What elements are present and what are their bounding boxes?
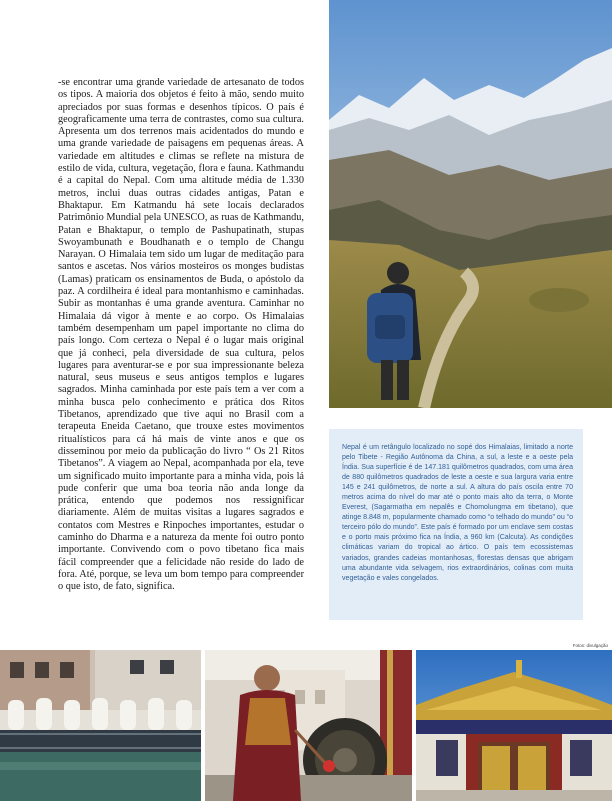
stupas-photo <box>0 650 201 801</box>
article-body-text: -se encontrar uma grande variedade de artesanato de todos os tipos. A maioria dos objetos é feito à mão, sendo muito apreciados por suas formas e desenhos típicos. O país é geograficamente uma terra de contrastes, como sua cultura. Apresenta um dos terrenos mais acidentados do mundo e uma grande variedade de paisagens em pequenas áreas. A variedade em altitudes e climas se reflete na mistura de estilo de vida, cultura, vegetação, flora e fauna. Kathmandu é a capital do Nepal. Com uma altitude média de 1.330 metros, inclui duas outras cidades antigas, Patan e Bhaktapur. Em Katmandu há sete locais declarados Patrimônio Mundial pela UNESCO, as ruas de Kathmandu, Patan e Bhaktapur, o templo de Pashupatinath, stupas Swoyambunath e Boudhanath e o templo de Changu Narayan. O Himalaia tem sido um lugar de meditação para santos e ascetas. Nos vários mosteiros os monges budistas (Lamas) praticam os ensinamentos de Buda, o apóstolo da paz. A cordilheira é ideal para montanhismo e caminhadas. Subir as montanhas é uma grande aventura. Caminhar no Himalaia dá vigor à mente e ao corpo. Os Himalaias também desempenham um papel importante no clima do país longo. Com certeza o Nepal é o lugar mais original que já conheci, pela diversidade de sua cultura, pelos lugares para aventurar-se e por sua impressionante beleza natural, seus museus e seus antigos templos e lugares sagrados. Minha caminhada por este país tem a ver com a minha busca pelo conhecimento e prática dos Ritos Tibetanos, aprendizado que tive aqui no Brasil com a terapeuta Eneida Caetano, que trouxe estes movimentos ritualísticos para cá há mais de vinte anos e que os disseminou por meio da publicação do livro “ Os 21 Ritos Tibetanos”. A viagem ao Nepal, acompanhada por ela, teve um significado muito importante para a minha vida, pois lá pude conferir que uma boa teoria não anda longe da prática, entendo que podemos nos ressignificar diariamente. Além de muitas visitas a lugares sagrados e contatos com Mestres e Rinpoches importantes, estudar o caminho do Dharma e a natureza da mente foi outro ponto importante. Convivendo com o povo tibetano fica mais fácil compreender que a felicidade não reside do lado de fora. Até, porque, se leva um bom tempo para compreender o que isto, de fato, significa. <box>58 77 304 593</box>
temple-photo <box>416 650 612 801</box>
monk-gong-photo <box>205 650 412 801</box>
temple-illustration <box>416 650 612 801</box>
nepal-facts-text: Nepal é um retângulo localizado no sopé dos Himalaias, limitado a norte pelo Tibete - Região Autônoma da China, a sul, a leste e a oeste pela Índia. Sua superfície é de 147.181 quilômetros quadrados, com uma área de 880 quilômetros quadrados de leste a oeste e sua largura varia entre 145 e 241 quilômetros, de norte a sul. A altura do país oscila entre 70 metros acima do nível do mar até o ponto mais alto da terra, o Monte Everest, (Sagarmatha em nepalês e Chomolungma em tibetano), que atinge 8.848 m, popularmente chamado como “o telhado do mundo” ou “o terceiro pólo do mundo”. Este país é formado por um enclave sem costas e o porto mais próximo fica na Índia, a 960 km (Calcuta). As condições climáticas variam do tropical ao ártico. O país tem ecossistemas variados, grandes cadeias montanhosas, florestas densas que abrigam uma abundante vida selvagem, rios extraordinários, colinas com muita vegetação e vales congelados. <box>342 444 573 582</box>
hiker-himalaya-photo <box>329 0 612 408</box>
hiker-illustration <box>329 0 612 408</box>
stupas-illustration <box>0 650 201 801</box>
photo-credit: Fotos: divulgação <box>572 643 608 648</box>
monk-illustration <box>205 650 412 801</box>
nepal-facts-box <box>329 429 583 620</box>
